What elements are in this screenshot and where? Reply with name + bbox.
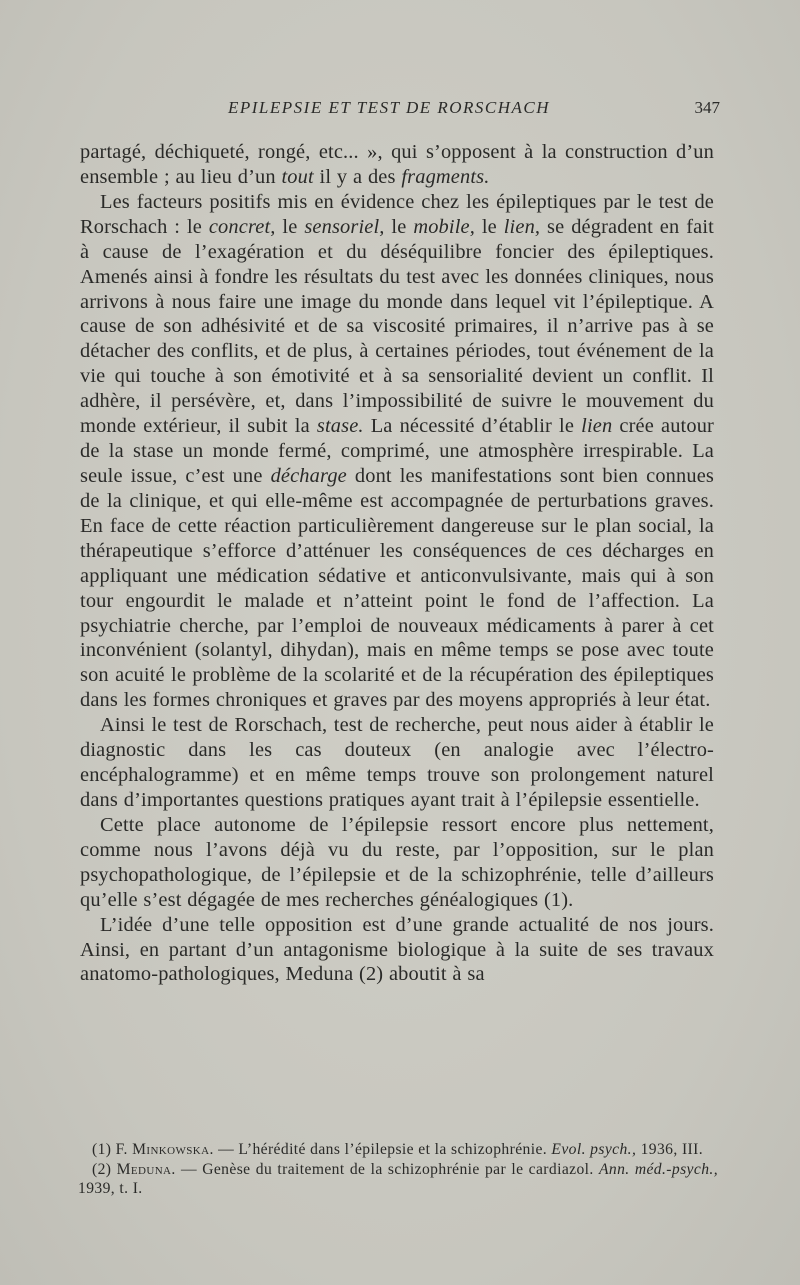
text-run: La nécessité d’établir le [363, 415, 582, 438]
italic-text: décharge [270, 464, 347, 487]
text-run: Les facteurs positifs mis en évidence chez les épileptiques par le test de Rorschach : le [80, 190, 714, 238]
italic-text: concret, [208, 215, 276, 238]
author-name: Meduna. [116, 1160, 176, 1178]
text-run: (2) [92, 1160, 117, 1178]
page-number: 347 [694, 98, 720, 117]
paragraph [80, 713, 714, 813]
italic-text: Ann. méd.-psych., [598, 1160, 718, 1178]
text-run: — Genèse du traitement de la schizophrénie par le cardiazol. [175, 1160, 599, 1178]
author-name: Minkowska. [132, 1141, 214, 1158]
text-run: L’idée d’une telle opposition est d’une grande actualité de nos jours. Ainsi, en partant d’un antagonisme biologique à la suite de ses travaux anatomo-pathologiques, Meduna (2) aboutit à sa [80, 913, 714, 986]
page-header [80, 98, 720, 122]
italic-text: Evol. psych., [551, 1141, 637, 1158]
text-run: dont les manifestations sont bien connues de la clinique, et qui elle-même est accompagnée de perturbations graves. En face de cette réaction particulièrement dangereuse sur le plan social, la thérapeutique s’efforce d’atténuer les conséquences de ces décharges en appliquant une médication sédative et anticonvulsivante, mais qui à son tour engourdit le malade et n’atteint point le fond de l’affection. La psychiatrie cherche, par l’emploi de nouveaux médicaments à parer à cet inconvénient (solantyl, dihydan), mais en même temps se pose avec toute son acuité le problème de la scolarité et de la récupération des épileptiques dans les formes chroniques et graves par des moyens appropriés à leur état. [80, 464, 714, 712]
text-run: partagé, déchiqueté, rongé, etc... », qui s’opposent à la construction d’un ensemble ; au lieu d’un [80, 141, 714, 188]
italic-text: lien, [503, 215, 541, 238]
italic-text: fragments. [401, 165, 490, 188]
text-run: 1939, t. I. [78, 1180, 143, 1197]
text-run: le [384, 215, 414, 238]
italic-text: sensoriel, [304, 215, 385, 238]
text-run: il y a des [313, 165, 402, 188]
footnote [78, 1140, 718, 1160]
text-run: 1936, III. [636, 1141, 704, 1158]
paragraph [80, 140, 714, 190]
footnotes [78, 1140, 718, 1199]
text-run: le [474, 215, 504, 238]
italic-text: lien [581, 415, 613, 438]
running-head: EPILEPSIE ET TEST DE RORSCHACH [228, 98, 551, 117]
text-run: Cette place autonome de l’épilepsie ressort encore plus nettement, comme nous l’avons déjà vu du reste, par l’opposition, sur le plan psychopathologique, de l’épilepsie et de la schizophrénie, telle d’ailleurs qu’elle s’est dégagée de mes recherches généalogiques (1). [80, 813, 714, 911]
text-run: crée autour de la stase un monde fermé, comprimé, une atmosphère irrespirable. La seule issue, c’est une [80, 415, 714, 487]
text-run: Ainsi le test de Rorschach, test de recherche, peut nous aider à établir le diagnostic dans les cas douteux (en analogie avec l’électro-encéphalogramme) et en même temps trouve son prolongement naturel dans d’importantes questions pratiques ayant trait à l’épilepsie essentielle. [80, 714, 714, 811]
body-text [80, 140, 714, 987]
italic-text: tout [281, 165, 314, 188]
paragraph [80, 813, 714, 913]
italic-text: stase. [316, 415, 364, 438]
paragraph [80, 190, 714, 713]
text-run: se dégradent en fait à cause de l’exagération et du déséquilibre foncier des épileptiques. Amenés ainsi à fondre les résultats du test avec les données cliniques, nous arrivons à nous faire une image du monde dans lequel vit l’épileptique. A cause de son adhésivité et de sa viscosité primaires, il n’arrive pas à se détacher des conflits, et de plus, à certaines périodes, tout événement de la vie qui touche à son émotivité et à sa sensorialité devient un conflit. Il adhère, il persévère, et, dans l’impossibilité de suivre le mouvement du monde extérieur, il subit la [80, 215, 714, 438]
text-run: le [275, 215, 305, 238]
italic-text: mobile, [413, 215, 475, 238]
text-run: — L’hérédité dans l’épilepsie et la schizophrénie. [213, 1141, 552, 1158]
paragraph [80, 913, 714, 988]
text-run: (1) F. [92, 1141, 133, 1158]
footnote [78, 1160, 718, 1199]
